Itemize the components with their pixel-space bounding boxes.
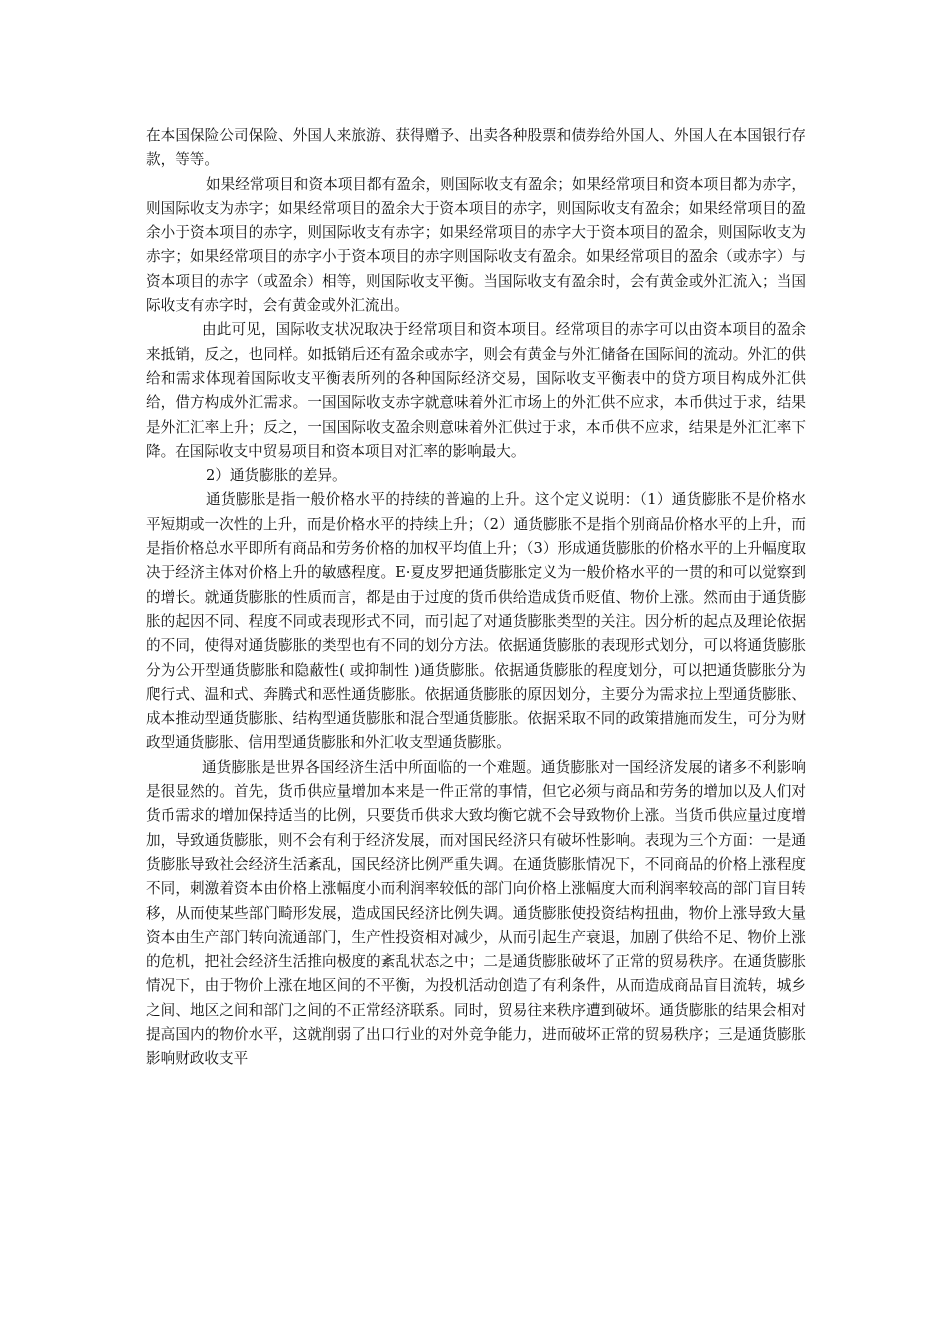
paragraph-balance-conditions: 如果经常项目和资本项目都有盈余，则国际收支有盈余；如果经常项目和资本项目都为赤字，则国际收支为赤字；如果经常项目的盈余大于资本项目的赤字，则国际收支有盈余；如果经常项目的盈余小于资本项目的赤字，则国际收支有赤字；如果经常项目的赤字大于资本项目的盈余，则国际收支为赤字；如果经常项目的赤字小于资本项目的赤字则国际收支有盈余。如果经常项目的盈余（或赤字）与资本项目的赤字（或盈余）相等，则国际收支平衡。当国际收支有盈余时，会有黄金或外汇流入；当国际收支有赤字时，会有黄金或外汇流出。	[146, 175, 806, 315]
paragraph-inflation-definition: 通货膨胀是指一般价格水平的持续的普遍的上升。这个定义说明：（1）通货膨胀不是价格水平短期或一次性的上升，而是价格水平的持续上升；（2）通货膨胀不是指个别商品价格水平的上升，而是指价格总水平即所有商品和劳务价格的加权平均值上升；（3）形成通货膨胀的价格水平的上升幅度取决于经济主体对价格上升的敏感程度。E·夏皮罗把通货膨胀定义为一般价格水平的一贯的和可以觉察到的增长。就通货膨胀的性质而言，都是由于过度的货币供给造成货币贬值、物价上涨。然而由于通货膨胀的起因不同、程度不同或表现形式不同，而引起了对通货膨胀类型的关注。因分析的起点及理论依据的不同，使得对通货膨胀的类型也有不同的划分方法。依据通货膨胀的表现形式划分，可以将通货膨胀分为公开型通货膨胀和隐蔽性( 或抑制性 )通货膨胀。依据通货膨胀的程度划分，可以把通货膨胀分为爬行式、温和式、奔腾式和恶性通货膨胀。依据通货膨胀的原因划分，主要分为需求拉上型通货膨胀、成本推动型通货膨胀、结构型通货膨胀和混合型通货膨胀。依据采取不同的政策措施而发生，可分为财政型通货膨胀、信用型通货膨胀和外汇收支型通货膨胀。	[146, 491, 806, 752]
document-body	[146, 124, 806, 1072]
paragraph-inflation-effects: 通货膨胀是世界各国经济生活中所面临的一个难题。通货膨胀对一国经济发展的诸多不利影响是很显然的。首先，货币供应量增加本来是一件正常的事情，但它必须与商品和劳务的增加以及人们对货币需求的增加保持适当的比例，只要货币供求大致均衡它就不会导致物价上涨。当货币供应量过度增加，导致通货膨胀，则不会有利于经济发展，而对国民经济只有破坏性影响。表现为三个方面：一是通货膨胀导致社会经济生活紊乱，国民经济比例严重失调。在通货膨胀情况下，不同商品的价格上涨程度不同，刺激着资本由价格上涨幅度小而利润率较低的部门向价格上涨幅度大而利润率较高的部门盲目转移，从而使某些部门畸形发展，造成国民经济比例失调。通货膨胀使投资结构扭曲，物价上涨导致大量资本由生产部门转向流通部门，生产性投资相对减少，从而引起生产衰退，加剧了供给不足、物价上涨的危机，把社会经济生活推向极度的紊乱状态之中；二是通货膨胀破坏了正常的贸易秩序。在通货膨胀情况下，由于物价上涨在地区间的不平衡，为投机活动创造了有利条件，从而造成商品盲目流转，城乡之间、地区之间和部门之间的不正常经济联系。同时，贸易往来秩序遭到破坏。通货膨胀的结果会相对提高国内的物价水平，这就削弱了出口行业的对外竞争能力，进而破坏正常的贸易秩序；三是通货膨胀影响财政收支平	[146, 758, 806, 1068]
section-heading-inflation-difference: 2）通货膨胀的差异。	[206, 467, 347, 485]
paragraph-balance-summary: 由此可见，国际收支状况取决于经常项目和资本项目。经常项目的赤字可以由资本项目的盈余来抵销，反之，也同样。如抵销后还有盈余或赤字，则会有黄金与外汇储备在国际间的流动。外汇的供给和需求体现着国际收支平衡表所列的各种国际经济交易，国际收支平衡表中的贷方项目构成外汇供给，借方构成外汇需求。一国国际收支赤字就意味着外汇市场上的外汇供不应求，本币供过于求，结果是外汇汇率上升；反之，一国国际收支盈余则意味着外汇供过于求，本币供不应求，结果是外汇汇率下降。在国际收支中贸易项目和资本项目对汇率的影响最大。	[146, 321, 806, 460]
paragraph-continuation: 在本国保险公司保险、外国人来旅游、获得赠予、出卖各种股票和债券给外国人、外国人在本国银行存款，等等。	[146, 127, 806, 169]
